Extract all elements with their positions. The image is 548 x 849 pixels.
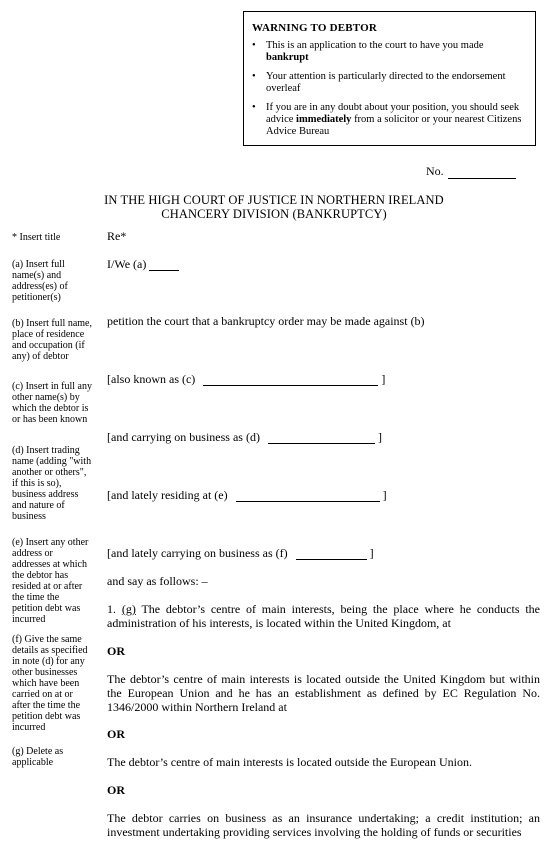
petitioner-label: I/We (a): [107, 257, 147, 271]
paragraph-1: [107, 602, 540, 630]
paragraph-4: The debtor carries on business as an insurance undertaking; a credit institution; an investment undertaking providing services involving the holding of funds or securities: [107, 811, 540, 839]
court-heading-line2: CHANCERY DIVISION (BANKRUPTCY): [161, 207, 387, 221]
warning-box: [243, 11, 536, 146]
say-as-follows: and say as follows: –: [107, 574, 208, 588]
bullet-icon: •: [252, 102, 256, 113]
close-bracket: ]: [377, 430, 382, 444]
paragraph-2: The debtor’s centre of main interests is located outside the United Kingdom but within the European Union and he has an establishment as defined by EC Regulation No. 1346/2000 within Northern Ireland at: [107, 672, 540, 714]
note-e: (e) Insert any other address or addresses at which the debtor has resided at or after the time the petition debt was incurred: [12, 537, 89, 625]
warning-list: [252, 40, 527, 138]
warning-item-bold: bankrupt: [266, 52, 309, 63]
note-c: (c) Insert in full any other name(s) by which the debtor is or has been known: [12, 381, 92, 425]
carrying-on-field[interactable]: [268, 432, 375, 444]
paragraph-1-text: The debtor’s centre of main interests, being the place where he conducts the administration of his interests, is located within the United Kingdom, at: [107, 602, 540, 630]
or-separator: OR: [107, 727, 125, 741]
warning-item-text-after: from a solicitor or your nearest Citizens Advice Bureau: [266, 114, 522, 137]
also-known-field[interactable]: [203, 374, 378, 386]
or-separator: OR: [107, 783, 125, 797]
warning-item-bold: immediately: [296, 114, 352, 125]
note-g: (g) Delete as applicable: [12, 746, 64, 768]
paragraph-1-note-ref: (g): [121, 602, 136, 616]
lately-carrying-line: [107, 546, 374, 560]
note-a: (a) Insert full name(s) and address(es) of petitioner(s): [12, 259, 68, 303]
note-insert-title: * Insert title: [12, 232, 61, 243]
warning-item-text: If you are in any doubt about your position, you should seek advice: [266, 102, 520, 125]
paragraph-1-number: 1.: [107, 602, 116, 616]
warning-item: [252, 40, 527, 64]
also-known-label: [also known as (c): [107, 372, 196, 386]
petitioner-line: [107, 257, 179, 271]
petitioner-field[interactable]: [149, 259, 179, 271]
also-known-line: [107, 372, 385, 386]
court-heading-line1: IN THE HIGH COURT OF JUSTICE IN NORTHERN IRELAND: [104, 193, 444, 207]
lately-residing-label: [and lately residing at (e): [107, 488, 228, 502]
bullet-icon: •: [252, 71, 256, 82]
re-label: Re*: [107, 229, 127, 243]
lately-carrying-label: [and lately carrying on business as (f): [107, 546, 288, 560]
close-bracket: ]: [369, 546, 374, 560]
warning-item-text: Your attention is particularly directed to the endorsement overleaf: [266, 71, 506, 94]
warning-item-text: This is an application to the court to have you made: [266, 40, 484, 51]
close-bracket: ]: [381, 372, 386, 386]
note-f: (f) Give the same details as specified in note (d) for any other businesses which have been carried on at or after the time the petition debt was incurred: [12, 634, 88, 733]
close-bracket: ]: [382, 488, 387, 502]
carrying-on-line: [107, 430, 382, 444]
warning-title: WARNING TO DEBTOR: [252, 22, 378, 34]
warning-item: [252, 102, 527, 138]
paragraph-3: The debtor’s centre of main interests is located outside the European Union.: [107, 755, 473, 769]
case-number-field[interactable]: [448, 167, 516, 179]
note-d: (d) Insert trading name (adding "with another or others", if this is so), business address and nature of business: [12, 445, 92, 522]
lately-residing-line: [107, 488, 387, 502]
carrying-on-label: [and carrying on business as (d): [107, 430, 260, 444]
petition-against: petition the court that a bankruptcy order may be made against (b): [107, 314, 425, 328]
or-separator: OR: [107, 644, 125, 658]
warning-item: [252, 71, 527, 95]
bullet-icon: •: [252, 40, 256, 51]
note-b: (b) Insert full name, place of residence and occupation (if any) of debtor: [12, 318, 92, 362]
case-number: [426, 164, 516, 179]
case-number-label: No.: [426, 164, 444, 178]
lately-carrying-field[interactable]: [296, 548, 367, 560]
lately-residing-field[interactable]: [236, 490, 380, 502]
